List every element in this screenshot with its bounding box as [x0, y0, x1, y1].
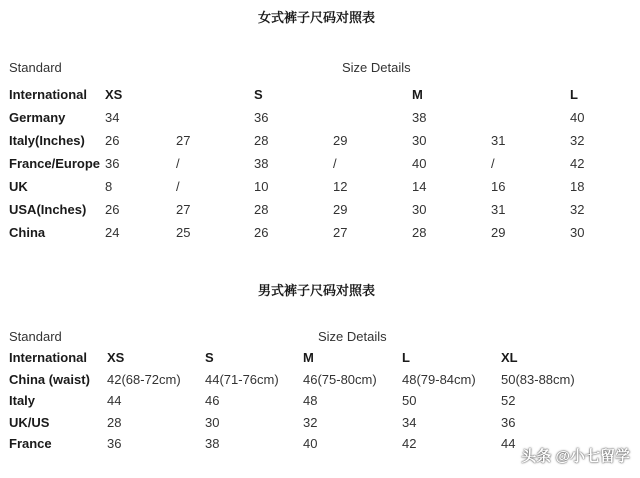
women-row-label: Germany — [9, 110, 66, 125]
women-table-cell: 28 — [412, 225, 427, 240]
women-table-cell: 26 — [254, 225, 269, 240]
women-table-cell: 42 — [570, 156, 585, 171]
men-size-header: XL — [501, 350, 518, 365]
women-size-header: L — [570, 87, 578, 102]
women-row-label: China — [9, 225, 46, 240]
women-table-cell: 25 — [176, 225, 191, 240]
women-table-cell: 8 — [105, 179, 113, 194]
women-table-cell: 26 — [105, 133, 120, 148]
women-size-header: XS — [105, 87, 123, 102]
men-table-cell: 44 — [107, 393, 122, 408]
women-table-cell: 29 — [333, 133, 348, 148]
men-table-cell: 38 — [205, 436, 220, 451]
men-table-cell: 46 — [205, 393, 220, 408]
men-size-header: M — [303, 350, 314, 365]
women-table-cell: 28 — [254, 133, 269, 148]
men-size-details-label: Size Details — [318, 329, 387, 344]
women-table-cell: 34 — [105, 110, 120, 125]
women-row-label: International — [9, 87, 88, 102]
women-table-cell: 32 — [570, 133, 585, 148]
men-table-cell: 50 — [402, 393, 417, 408]
men-table-cell: 30 — [205, 414, 220, 430]
women-table-cell: 29 — [491, 225, 506, 240]
women-size-details-label: Size Details — [342, 60, 411, 75]
women-table-cell: 29 — [333, 202, 348, 217]
men-row-label: UK/US — [9, 414, 50, 430]
women-table-cell: 36 — [105, 156, 120, 171]
men-table-cell: 40 — [303, 436, 318, 451]
women-standard-label: Standard — [9, 60, 62, 75]
men-row-label: International — [9, 350, 88, 365]
women-table-cell: 36 — [254, 110, 269, 125]
men-size-header: S — [205, 350, 214, 365]
women-table-cell: 27 — [333, 225, 348, 240]
men-table-cell: 46(75-80cm) — [303, 371, 377, 387]
women-table-cell: 18 — [570, 179, 585, 194]
women-table-cell: 27 — [176, 133, 191, 148]
women-row-label: France/Europe — [9, 156, 101, 171]
women-table-cell: 10 — [254, 179, 269, 194]
men-table-cell: 34 — [402, 414, 417, 430]
women-table-title: 女式裤子尺码对照表 — [258, 10, 376, 25]
men-table-cell: 36 — [107, 436, 122, 451]
men-table-title: 男式裤子尺码对照表 — [258, 283, 376, 298]
men-row-label: Italy — [9, 393, 36, 408]
women-table-cell: 38 — [254, 156, 269, 171]
women-table-cell: 31 — [491, 133, 506, 148]
men-table-cell: 28 — [107, 414, 122, 430]
men-table-cell: 48(79-84cm) — [402, 371, 476, 387]
women-size-header: M — [412, 87, 423, 102]
women-table-cell: 38 — [412, 110, 427, 125]
women-row-label: UK — [9, 179, 28, 194]
men-table-cell: 36 — [501, 414, 516, 430]
women-table-cell: 30 — [412, 202, 427, 217]
men-size-header: XS — [107, 350, 125, 365]
men-table-cell: 44 — [501, 436, 516, 451]
men-size-header: L — [402, 350, 410, 365]
men-row-label: France — [9, 436, 52, 451]
women-table-cell: 40 — [570, 110, 585, 125]
women-table-cell: / — [176, 156, 180, 171]
women-table-cell: 30 — [412, 133, 427, 148]
women-table-cell: 16 — [491, 179, 506, 194]
men-row-label: China (waist) — [9, 371, 90, 387]
men-table-cell: 44(71-76cm) — [205, 371, 279, 387]
women-table-cell: / — [333, 156, 337, 171]
women-row-label: USA(Inches) — [9, 202, 87, 217]
watermark: 头条 @小七留学 — [521, 448, 630, 465]
men-table-cell: 42(68-72cm) — [107, 371, 181, 387]
women-table-cell: 14 — [412, 179, 427, 194]
women-table-cell: 31 — [491, 202, 506, 217]
women-table-cell: / — [176, 179, 180, 194]
women-row-label: Italy(Inches) — [9, 133, 85, 148]
women-table-cell: 27 — [176, 202, 191, 217]
men-table-cell: 42 — [402, 436, 417, 451]
women-table-cell: 28 — [254, 202, 269, 217]
men-table-cell: 32 — [303, 414, 318, 430]
men-table-cell: 52 — [501, 393, 516, 408]
women-size-header: S — [254, 87, 263, 102]
women-table-cell: 12 — [333, 179, 348, 194]
women-table-cell: 26 — [105, 202, 120, 217]
women-table-cell: 32 — [570, 202, 585, 217]
women-table-cell: / — [491, 156, 495, 171]
women-table-cell: 24 — [105, 225, 120, 240]
men-table-cell: 50(83-88cm) — [501, 371, 575, 387]
women-table-cell: 30 — [570, 225, 585, 240]
men-standard-label: Standard — [9, 329, 62, 344]
men-table-cell: 48 — [303, 393, 318, 408]
women-table-cell: 40 — [412, 156, 427, 171]
